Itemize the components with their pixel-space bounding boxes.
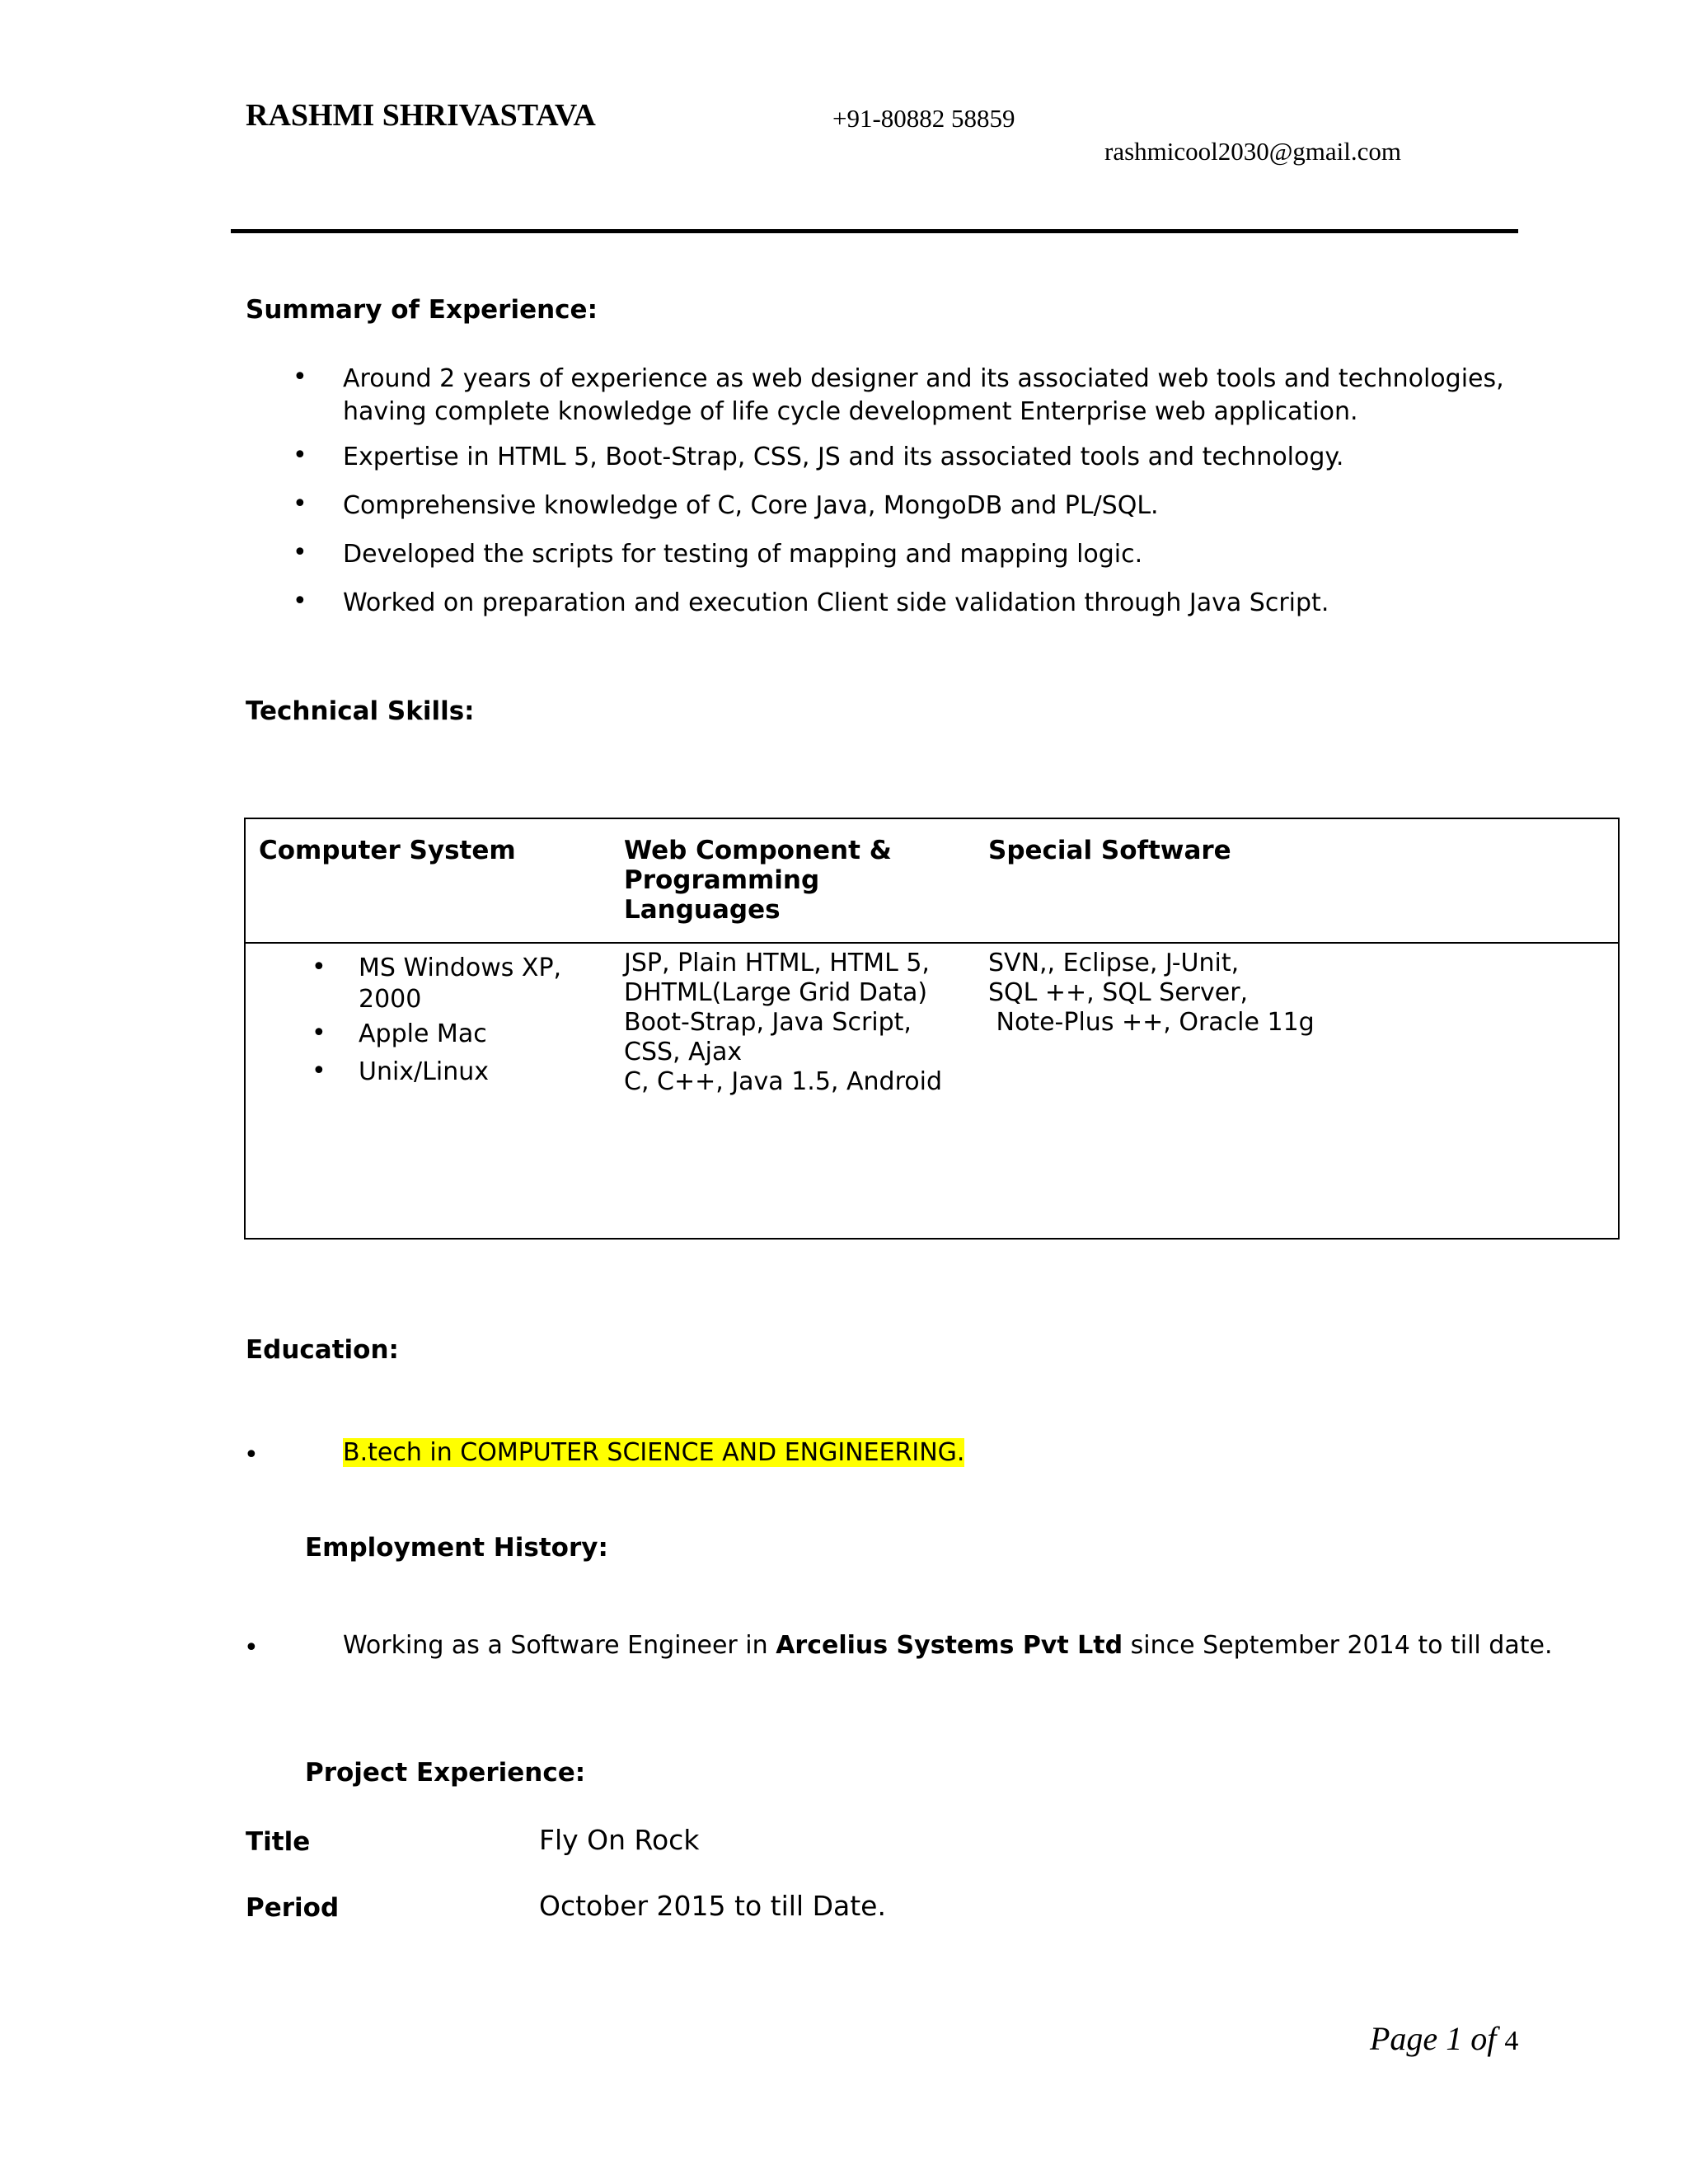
bullet-icon: • [293, 490, 307, 518]
bullet-icon: • [312, 1019, 326, 1047]
summary-item: Developed the scripts for testing of mapping and mapping logic. [343, 540, 1143, 569]
table-header-divider [246, 942, 1618, 944]
project-title-label: Title [246, 1827, 311, 1857]
education-item [343, 1438, 964, 1467]
computer-system-item: Unix/Linux [359, 1057, 489, 1086]
skills-table [244, 818, 1620, 1240]
education-degree: B.tech in COMPUTER SCIENCE AND ENGINEERING. [343, 1438, 965, 1467]
project-heading: Project Experience: [305, 1758, 586, 1788]
bullet-icon: • [312, 953, 326, 982]
column-header-computer-system: Computer System [259, 836, 516, 865]
summary-item: Worked on preparation and execution Client side validation through Java Script. [343, 588, 1329, 617]
bullet-icon: • [293, 441, 307, 470]
column-header-web-component: Web Component & Programming Languages [624, 836, 892, 925]
header-divider [231, 229, 1518, 233]
web-component-cell: JSP, Plain HTML, HTML 5, DHTML(Large Grid Data) Boot-Strap, Java Script, CSS, Ajax C, C++, Java 1.5, Android [624, 949, 942, 1096]
page-total: 4 [1504, 2026, 1519, 2056]
email-address: rashmicool2030@gmail.com [1104, 137, 1402, 166]
project-period-value: October 2015 to till Date. [539, 1890, 886, 1922]
page-number-text: Page 1 of [1370, 2020, 1505, 2057]
employment-prefix: Working as a Software Engineer in [343, 1631, 776, 1660]
computer-system-item: Apple Mac [359, 1019, 487, 1048]
employment-suffix: since September 2014 to till date. [1123, 1631, 1553, 1660]
project-period-label: Period [246, 1893, 340, 1923]
bullet-icon: • [244, 1633, 259, 1662]
bullet-icon: • [293, 587, 307, 616]
summary-item: Expertise in HTML 5, Boot-Strap, CSS, JS and its associated tools and technology. [343, 443, 1344, 471]
employment-item [343, 1631, 1552, 1660]
page-number [1370, 2019, 1518, 2058]
education-heading: Education: [246, 1335, 399, 1365]
summary-heading: Summary of Experience: [246, 295, 598, 325]
summary-item: Comprehensive knowledge of C, Core Java, MongoDB and PL/SQL. [343, 491, 1159, 520]
bullet-icon: • [312, 1057, 326, 1085]
column-header-special-software: Special Software [988, 836, 1231, 865]
computer-system-item: MS Windows XP, 2000 [359, 954, 562, 1014]
special-software-cell: SVN,, Eclipse, J-Unit, SQL ++, SQL Server, Note-Plus ++, Oracle 11g [988, 949, 1315, 1037]
phone-number: +91-80882 58859 [832, 104, 1015, 133]
candidate-name: RASHMI SHRIVASTAVA [246, 98, 596, 133]
employment-heading: Employment History: [305, 1533, 608, 1563]
employer-name: Arcelius Systems Pvt Ltd [776, 1631, 1123, 1660]
summary-item: Around 2 years of experience as web designer and its associated web tools and technologies, having complete knowledge of life cycle development Enterprise web application. [343, 364, 1504, 426]
bullet-icon: • [293, 363, 307, 391]
bullet-icon: • [244, 1441, 259, 1469]
project-title-value: Fly On Rock [539, 1824, 700, 1856]
bullet-icon: • [293, 538, 307, 567]
skills-heading: Technical Skills: [246, 696, 475, 726]
